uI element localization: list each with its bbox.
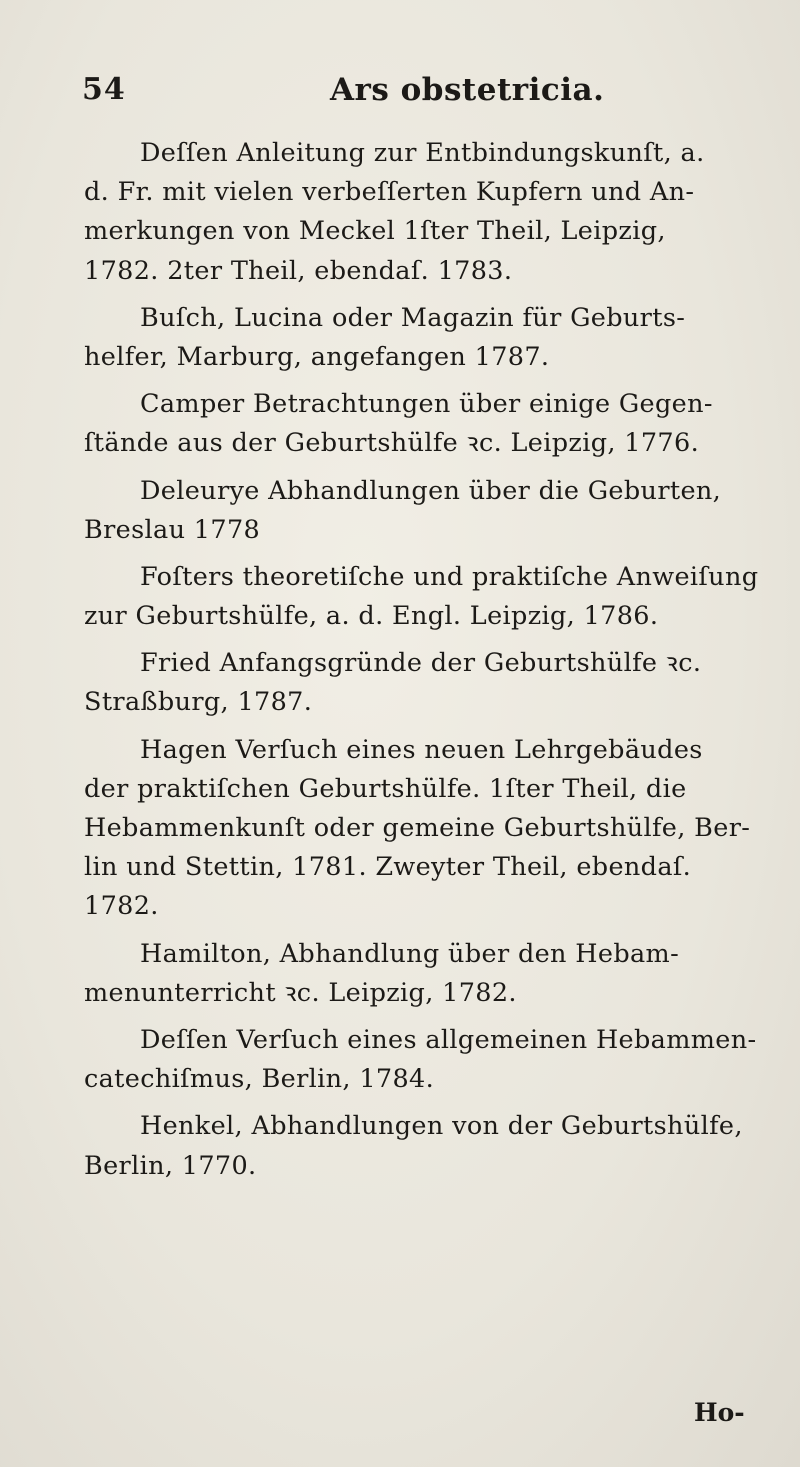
bibliography-entry-10 (84, 1107, 744, 1185)
entry-line: Henkel, Abhandlungen von der Geburtshülfe, (140, 1111, 743, 1142)
entry-line: Deſſen Anleitung zur Entbindungskunſt, a. (140, 138, 705, 168)
bibliography-entry-3 (84, 385, 744, 463)
entry-line: merkungen von Meckel 1ſter Theil, Leipzig, (84, 216, 666, 247)
page-header (0, 72, 800, 122)
entry-line: 1782. 2ter Theil, ebendaſ. 1783. (84, 255, 513, 286)
entry-line: Hamilton, Abhandlung über den Hebam- (140, 938, 680, 969)
entry-line: Straßburg, 1787. (84, 687, 313, 718)
bibliography-entry-6 (84, 644, 744, 722)
page-number: 54 (82, 72, 126, 107)
entry-line: Buſch, Lucina oder Magazin für Geburts- (140, 302, 686, 333)
entry-line: Hebammenkunſt oder gemeine Geburtshülfe, Ber- (84, 813, 751, 843)
entry-line: helfer, Marburg, angefangen 1787. (84, 341, 550, 372)
entry-line: Berlin, 1770. (84, 1150, 257, 1181)
bibliography-entry-7 (84, 731, 751, 927)
entry-line: 1782. (84, 891, 159, 922)
entry-line: catechiſmus, Berlin, 1784. (84, 1064, 435, 1095)
bibliography-entry-1 (84, 134, 744, 291)
entry-line: Deſſen Verſuch eines allgemeinen Hebammen- (140, 1024, 757, 1055)
bibliography-entry-2 (84, 299, 744, 377)
entry-line: Hagen Verſuch eines neuen Lehrgebäudes (140, 734, 703, 765)
entry-line: lin und Stettin, 1781. Zweyter Theil, ebendaſ. (84, 852, 692, 883)
entry-line: menunterricht ꝛc. Leipzig, 1782. (84, 977, 517, 1008)
entry-line: Foſters theoretiſche und praktiſche Anweiſung (140, 561, 759, 592)
running-head: Ars obstetricia. (330, 72, 605, 108)
catchword: Ho- (694, 1398, 745, 1427)
entry-line: der praktiſchen Geburtshülfe. 1ſter Theil, die (84, 773, 687, 804)
bibliography-entry-9 (84, 1021, 757, 1099)
bibliography-entry-8 (84, 935, 744, 1013)
entry-line: Fried Anfangsgründe der Geburtshülfe ꝛc. (140, 648, 702, 679)
entry-line: zur Geburtshülfe, a. d. Engl. Leipzig, 1786. (84, 601, 659, 632)
entry-line: ſtände aus der Geburtshülfe ꝛc. Leipzig, 1776. (84, 428, 700, 459)
entry-line: d. Fr. mit vielen verbeſſerten Kupfern und An- (84, 177, 695, 208)
bibliography-entry-5 (84, 558, 759, 636)
bibliography-list (84, 134, 759, 1194)
entry-line: Deleurye Abhandlungen über die Geburten, (140, 475, 722, 506)
bibliography-entry-4 (84, 472, 744, 550)
entry-line: Breslau 1778 (84, 514, 261, 545)
entry-line: Camper Betrachtungen über einige Gegen- (140, 389, 713, 420)
